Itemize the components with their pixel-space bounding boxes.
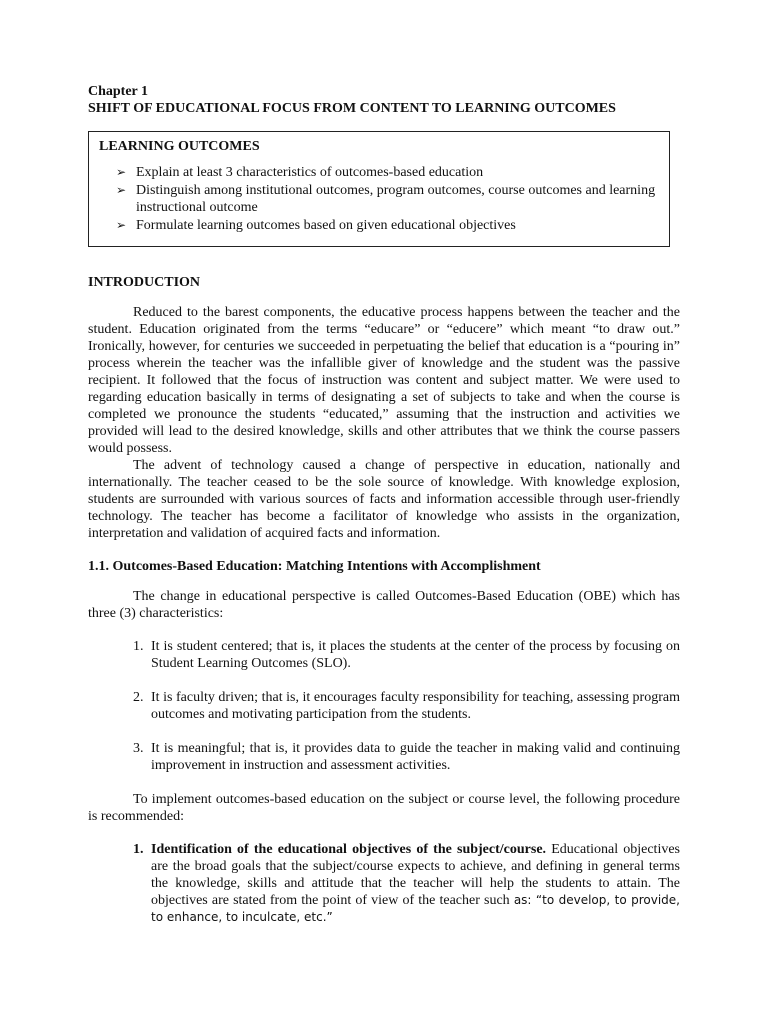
learning-outcomes-box — [88, 131, 670, 247]
introduction-heading: INTRODUCTION — [88, 275, 201, 290]
procedure-text-examples: as: “to develop, to provide, to enhance, to inculcate, etc.” — [151, 893, 680, 924]
learning-outcome-item: ➢ Formulate learning outcomes based on given educational objectives — [116, 218, 516, 233]
introduction-paragraph: Reduced to the barest components, the educative process happens between the teacher and the student. Education originated from the terms “educare” or “educere” which meant “to draw out.” Ironically, however, for centuries we succeeded in perpetuating the belief that education is a “pouring in” process wherein the teacher was the infallible giver of knowledge and the student was the passive recipient. It followed that the focus of instruction was content and subject matter. We were used to regarding education basically in terms of designating a set of subjects to take and when the course is completed we pronounce the students “educated,” assuming that the instruction and activities we provided will lead to the desired knowledge, skills and other attributes that we think the course passers would possess. — [88, 305, 680, 456]
characteristic-item: 3. It is meaningful; that is, it provides data to guide the teacher in making valid and continuing improvement in instruction and assessment activities. — [133, 741, 680, 773]
arrow-bullet-icon: ➢ — [116, 183, 127, 197]
learning-outcome-item: ➢ Explain at least 3 characteristics of outcomes-based education — [116, 165, 484, 180]
chapter-label: Chapter 1 — [88, 84, 149, 99]
characteristic-item: 1. It is student centered; that is, it places the students at the center of the process by focusing on Student Learning Outcomes (SLO). — [133, 639, 680, 671]
procedure-list — [88, 841, 680, 926]
document-page — [88, 83, 680, 926]
introduction-paragraph: The advent of technology caused a change of perspective in education, nationally and internationally. The teacher ceased to be the sole source of knowledge. With knowledge explosion, students are surrounded with various sources of facts and information accessible through user-friendly technology. The teacher has become a facilitator of knowledge who assists in the organization, interpretation and validation of acquired facts and information. — [88, 458, 680, 541]
characteristics-list — [88, 638, 680, 774]
learning-outcome-item: ➢ Distinguish among institutional outcomes, program outcomes, course outcomes and learning instructional outcome — [116, 183, 656, 215]
learning-outcomes-heading: LEARNING OUTCOMES — [99, 139, 260, 154]
procedure-intro-paragraph: To implement outcomes-based education on the subject or course level, the following procedure is recommended: — [88, 792, 680, 824]
chapter-title: SHIFT OF EDUCATIONAL FOCUS FROM CONTENT TO LEARNING OUTCOMES — [88, 101, 616, 116]
learning-outcomes-list — [99, 164, 659, 234]
procedure-title: Identification of the educational objectives of the subject/course. — [151, 842, 547, 857]
section-intro-paragraph: The change in educational perspective is called Outcomes-Based Education (OBE) which has three (3) characteristics: — [88, 589, 680, 621]
procedure-item: 1. Identification of the educational objectives of the subject/course. Educational objectives are the broad goals that the subject/course expects to achieve, and defining in general terms the knowledge, skills and attitude that the teacher will help the students to attain. The objectives are stated from the point of view of the teacher such as: “to develop, to provide, to enhance, to inculcate, etc.” — [133, 842, 681, 924]
characteristic-item: 2. It is faculty driven; that is, it encourages faculty responsibility for teaching, assessing program outcomes and motivating participation from the students. — [133, 690, 680, 722]
section-heading: 1.1. Outcomes-Based Education: Matching Intentions with Accomplishment — [88, 559, 541, 574]
procedure-text: Educational objectives are the broad goals that the subject/course expects to achieve, and defining in general terms the knowledge, skills and attitude that the teacher will help the students to attain. The objectives are stated from the point of view of the teacher such — [151, 842, 681, 908]
arrow-bullet-icon: ➢ — [116, 218, 127, 232]
arrow-bullet-icon: ➢ — [116, 165, 127, 179]
